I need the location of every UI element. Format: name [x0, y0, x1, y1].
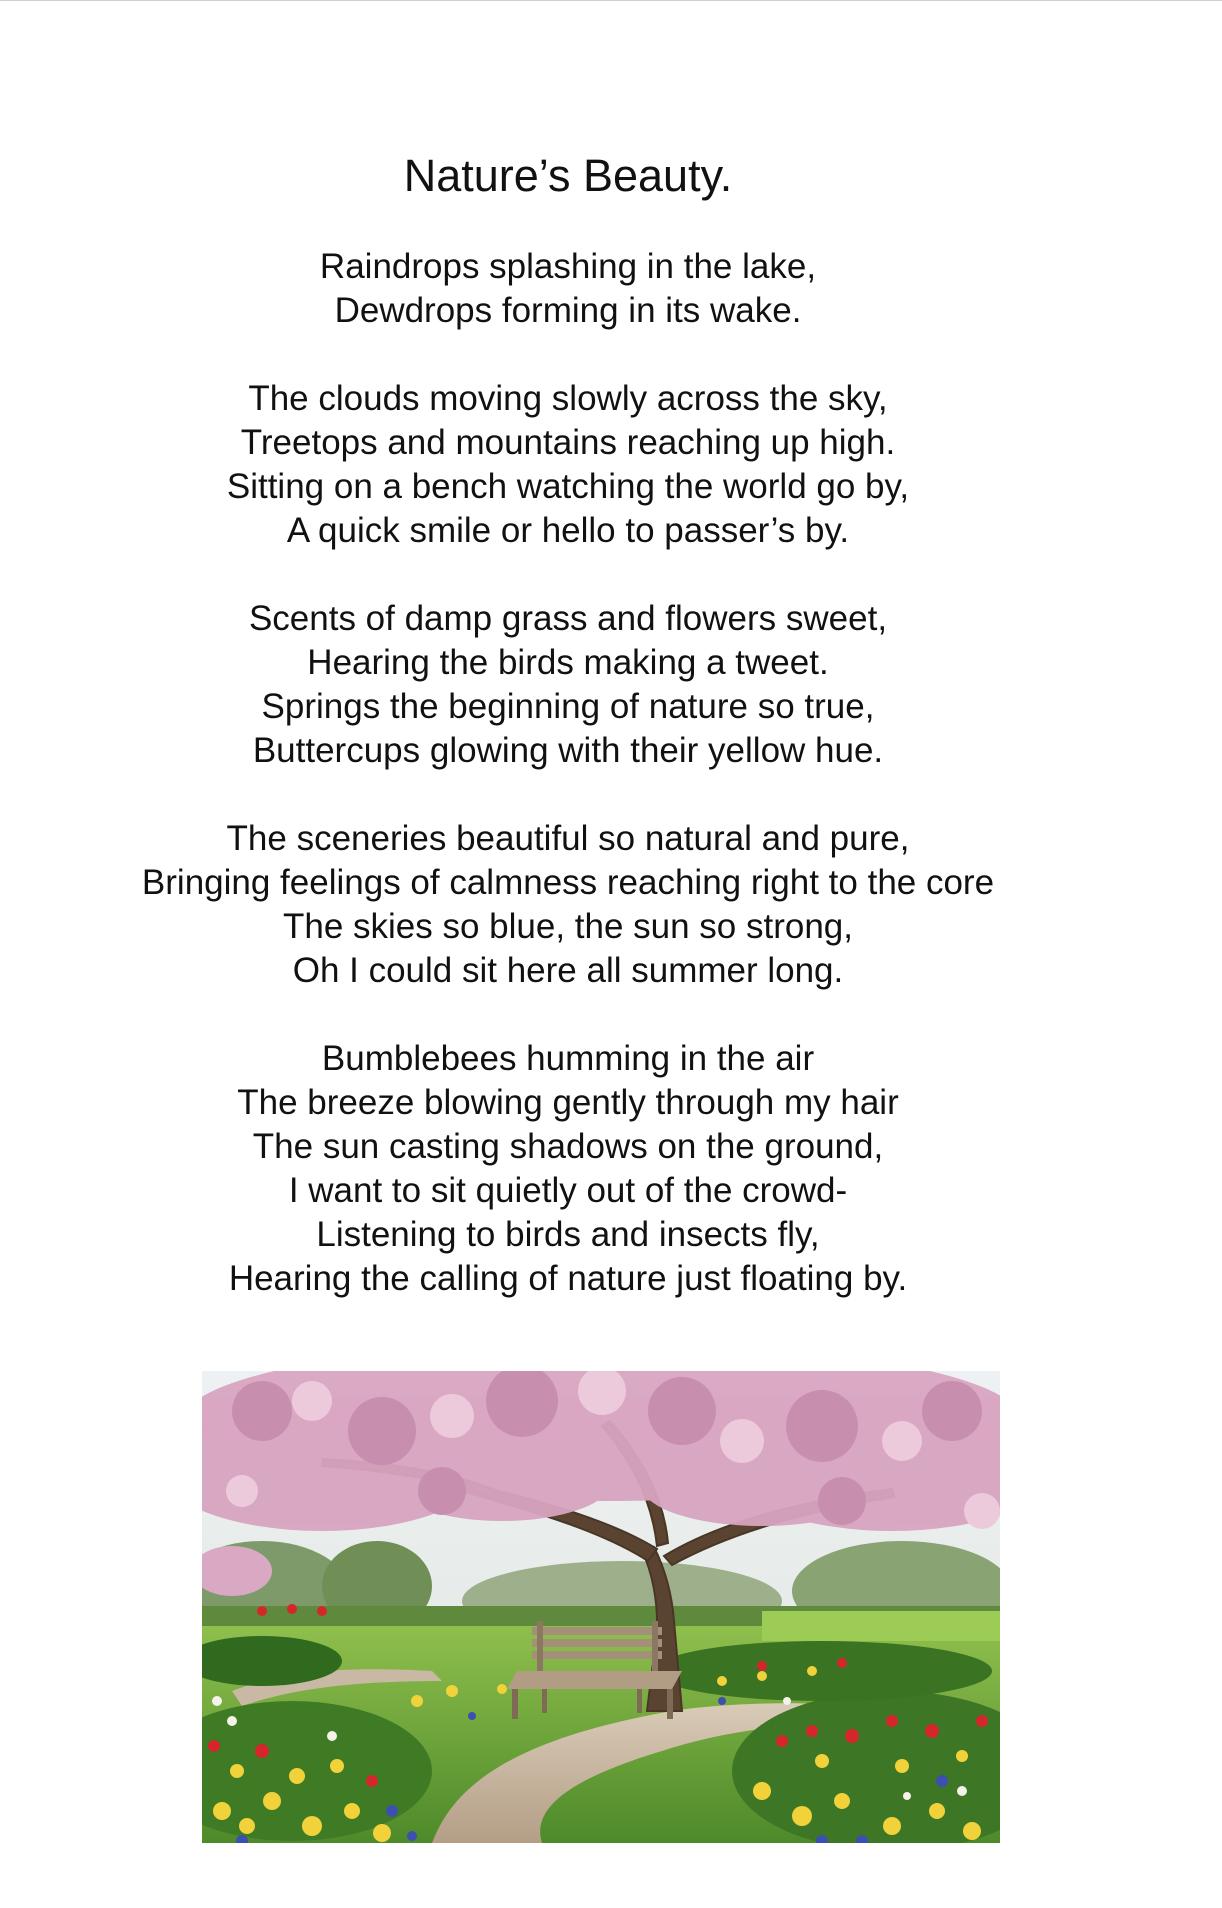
poem-title: Nature’s Beauty. [403, 150, 733, 201]
poem-line: The clouds moving slowly across the sky, [248, 379, 888, 418]
poem-line: Hearing the birds making a tweet. [307, 643, 829, 682]
stanza [0, 377, 1136, 553]
poem-line: The sceneries beautiful so natural and pure, [226, 819, 910, 858]
garden-illustration [202, 1371, 1000, 1843]
poem-line: Sitting on a bench watching the world go by, [226, 467, 910, 506]
poem-line: The breeze blowing gently through my hair [237, 1083, 899, 1122]
poem-line: A quick smile or hello to passer’s by. [286, 511, 850, 550]
poem-line: Hearing the calling of nature just floating by. [228, 1259, 908, 1298]
poem-line: Listening to birds and insects fly, [316, 1215, 820, 1254]
poem-line: Bumblebees humming in the air [321, 1039, 815, 1078]
stanza [0, 1037, 1136, 1301]
poem-line: Oh I could sit here all summer long. [292, 951, 844, 990]
stanza [0, 245, 1136, 333]
poem-line: Springs the beginning of nature so true, [261, 687, 875, 726]
poem-line: Treetops and mountains reaching up high. [240, 423, 896, 462]
poem-line: I want to sit quietly out of the crowd- [288, 1171, 848, 1210]
poem-line: Dewdrops forming in its wake. [334, 291, 802, 330]
stanza [0, 817, 1136, 993]
poem-line: Buttercups glowing with their yellow hue. [252, 731, 884, 770]
stanza [0, 597, 1136, 773]
poem-line: The sun casting shadows on the ground, [252, 1127, 884, 1166]
poem-line: The skies so blue, the sun so strong, [282, 907, 854, 946]
poem-line: Bringing feelings of calmness reaching right to the core [141, 863, 995, 902]
poem-body [0, 245, 1136, 1345]
garden-scene-image [202, 1371, 1000, 1843]
poem-line: Scents of damp grass and flowers sweet, [248, 599, 888, 638]
poem-line: Raindrops splashing in the lake, [319, 247, 817, 286]
